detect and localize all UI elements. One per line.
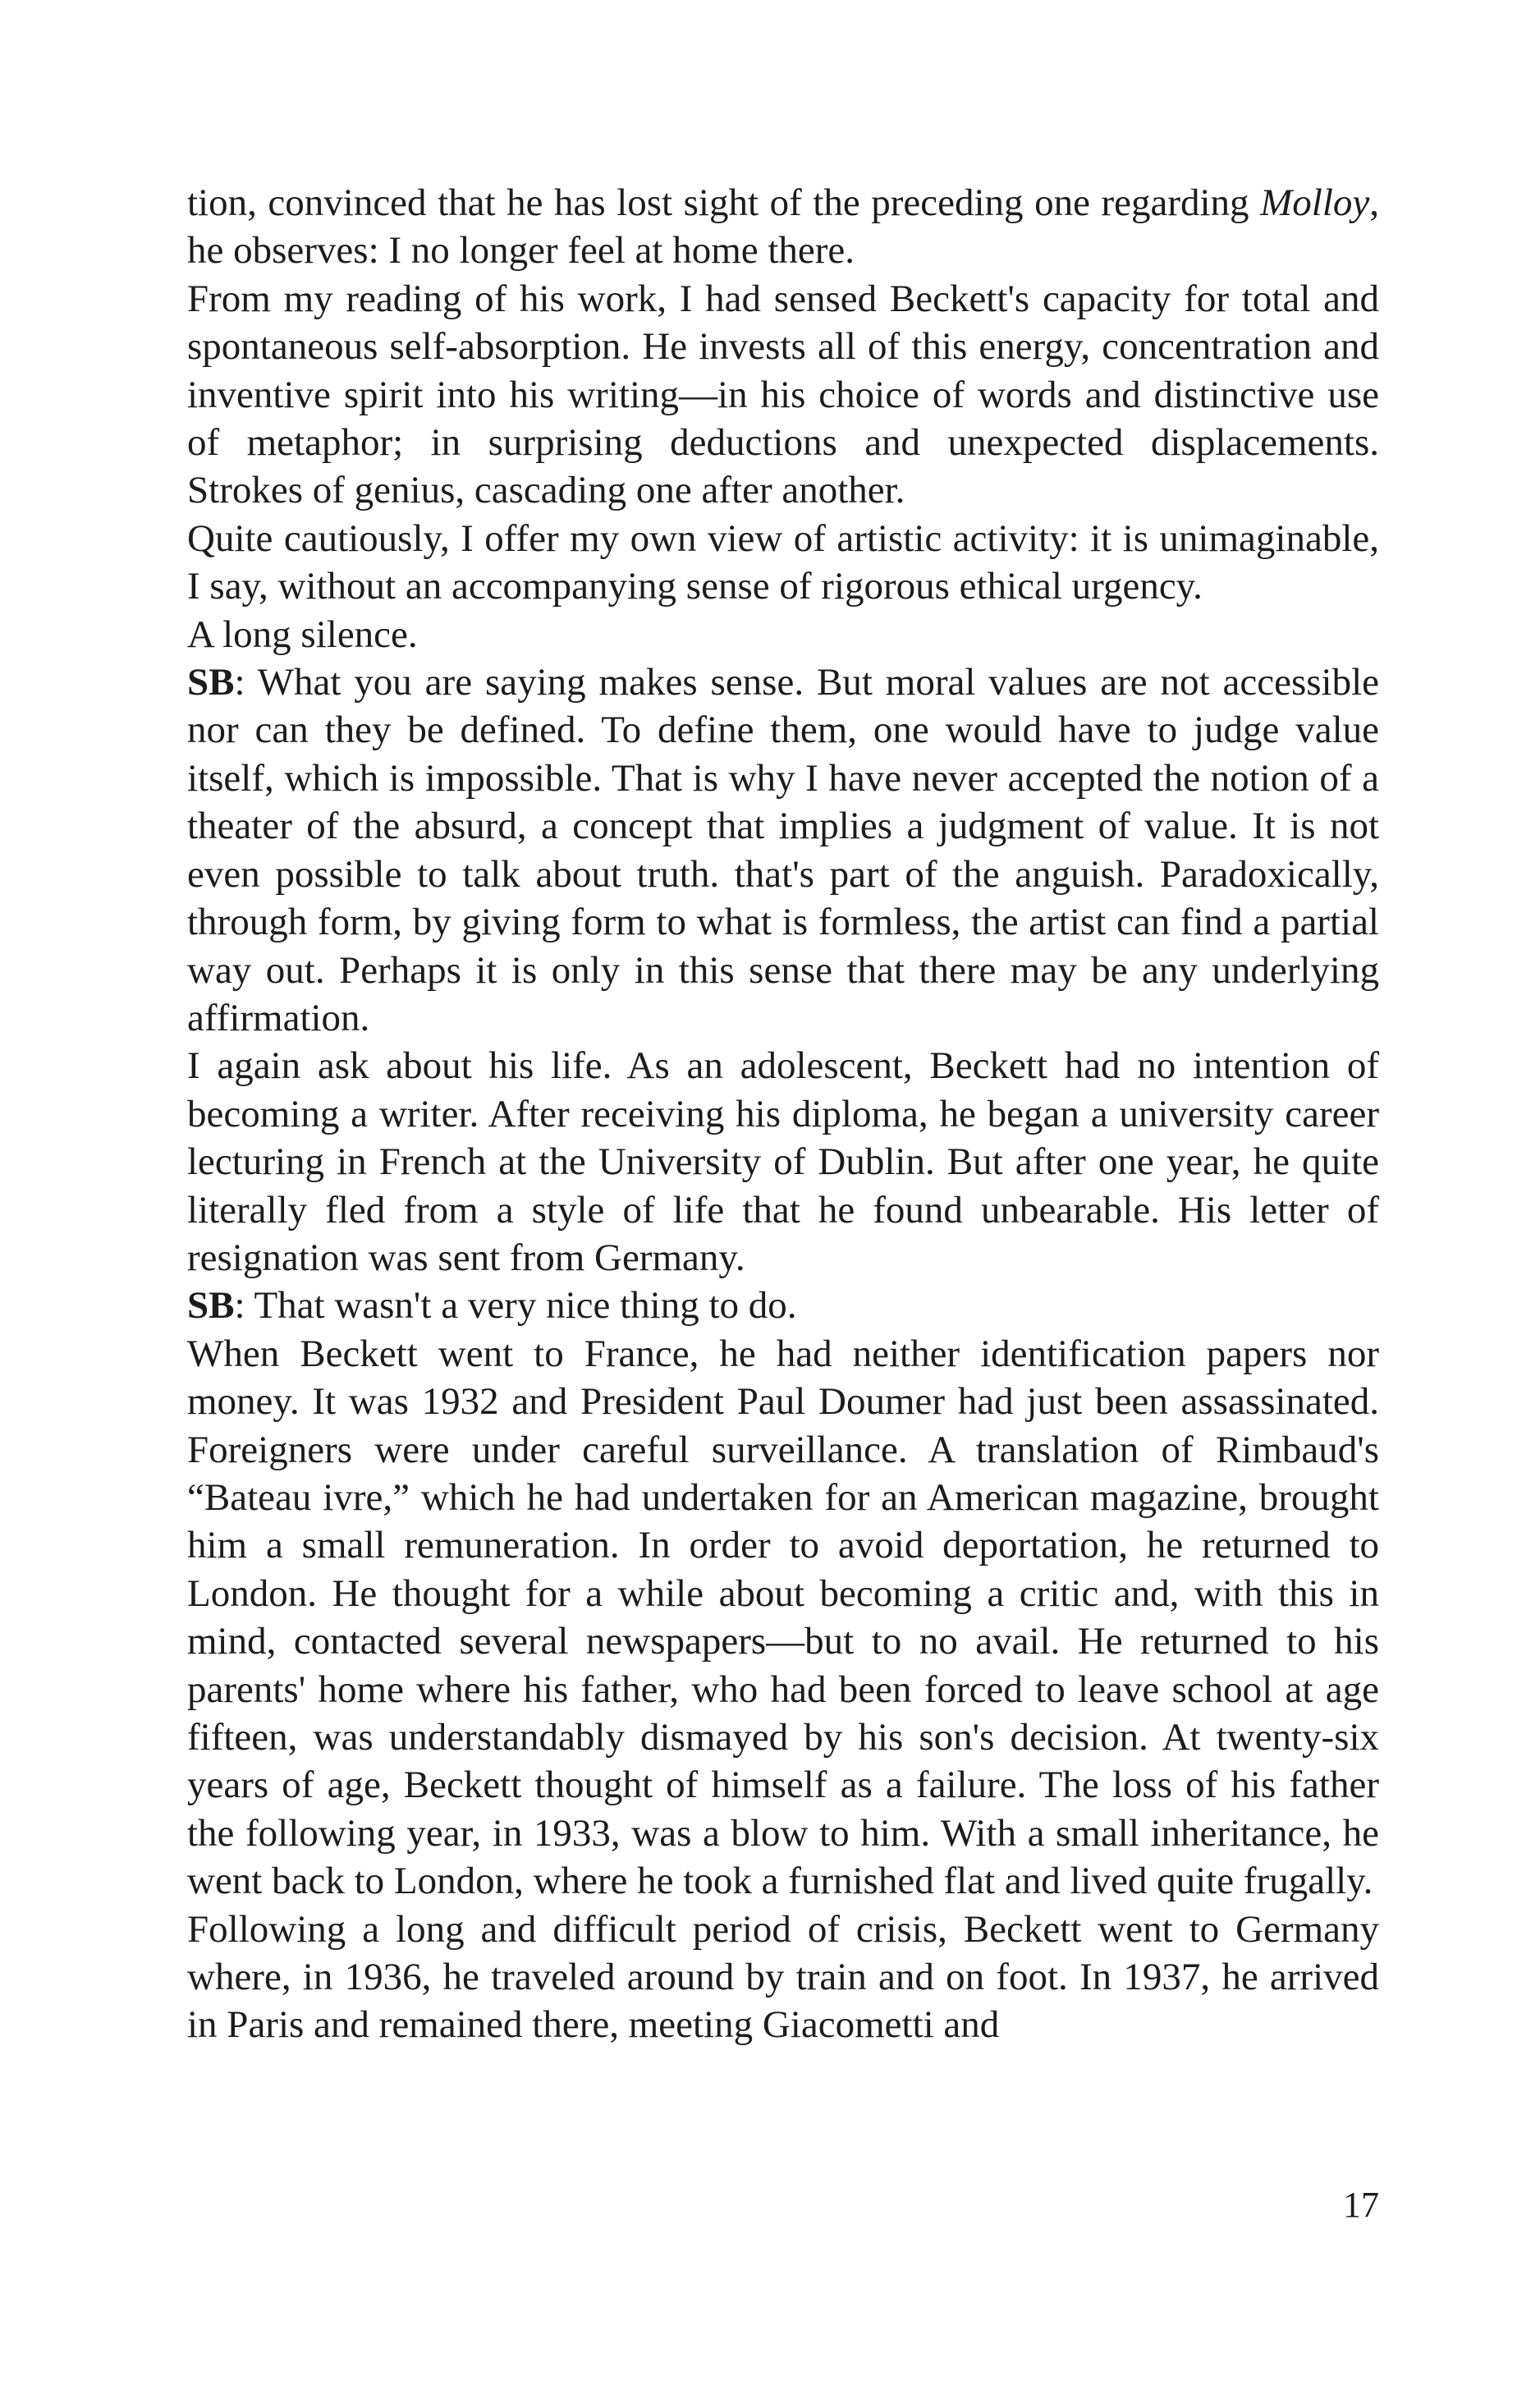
text-segment: : What you are saying makes sense. But moral values are not accessible nor can they be defined. To define them, one would have to judge value itself, which is impossible. That is why I have never accepted the notion of a theater of the absurd, a concept that implies a judgment of value. It is not even possible to talk about truth. that's part of the anguish. Paradoxically, through form, by giving form to what is formless, the artist can find a partial way out. Perhaps it is only in this sense that there may be any underlying affirmation. <box>187 661 1379 1039</box>
paragraph-9 <box>187 1906 1379 2049</box>
text-segment: Quite cautiously, I offer my own view of artistic activity: it is unimaginable, I say, without an accompanying sense of rigorous ethical urgency. <box>187 516 1379 608</box>
text-segment: I again ask about his life. As an adolescent, Beckett had no intention of becoming a writer. After receiving his diploma, he began a university career lecturing in French at the University of Dublin. But after one year, he quite literally fled from a style of life that he found unbearable. His letter of resignation was sent from Germany. <box>187 1044 1379 1279</box>
paragraph-3 <box>187 515 1379 611</box>
paragraph-8 <box>187 1330 1379 1906</box>
page-body <box>187 179 1379 2049</box>
paragraph-7 <box>187 1282 1379 1329</box>
paragraph-2 <box>187 275 1379 515</box>
paragraph-4 <box>187 611 1379 658</box>
text-segment: tion, convinced that he has lost sight of the preceding one regarding <box>187 181 1261 224</box>
book-title-molloy: Molloy <box>1260 181 1370 224</box>
speaker-label: SB <box>187 661 235 704</box>
speaker-label: SB <box>187 1284 235 1328</box>
text-segment: When Beckett went to France, he had neither identification papers nor money. It was 1932 and President Paul Doumer had just been assassinated. Foreigners were under careful surveillance. A translation of Rimbaud's “Bateau ivre,” which he had undertaken for an American magazine, brought him a small remuneration. In order to avoid deportation, he returned to London. He thought for a while about becoming a critic and, with this in mind, contacted several newspapers—but to no avail. He returned to his parents' home where his father, who had been forced to leave school at age fifteen, was understandably dismayed by his son's decision. At twenty-six years of age, Beckett thought of himself as a failure. The loss of his father the following year, in 1933, was a blow to him. With a small inheritance, he went back to London, where he took a furnished flat and lived quite frugally. <box>187 1332 1379 1903</box>
text-segment: : That wasn't a very nice thing to do. <box>234 1284 797 1328</box>
page-number: 17 <box>1343 2185 1379 2225</box>
text-segment: A long silence. <box>187 612 418 656</box>
text-segment: From my reading of his work, I had sensed Beckett's capacity for total and spontaneous self-absorption. He invests all of this energy, concentration and inventive spirit into his writing—in his choice of words and distinctive use of metaphor; in surprising deductions and unexpected displacements. Strokes of genius, cascading one after another. <box>187 277 1379 512</box>
paragraph-1 <box>187 179 1379 275</box>
text-segment: Following a long and difficult period of crisis, Beckett went to Germany where, in 1936, he traveled around by train and on foot. In 1937, he arrived in Paris and remained there, meeting Giacometti and <box>187 1907 1379 2047</box>
paragraph-6 <box>187 1042 1379 1282</box>
paragraph-5 <box>187 658 1379 1042</box>
text-segment: , he observes: I no longer feel at home there. <box>187 181 1379 273</box>
